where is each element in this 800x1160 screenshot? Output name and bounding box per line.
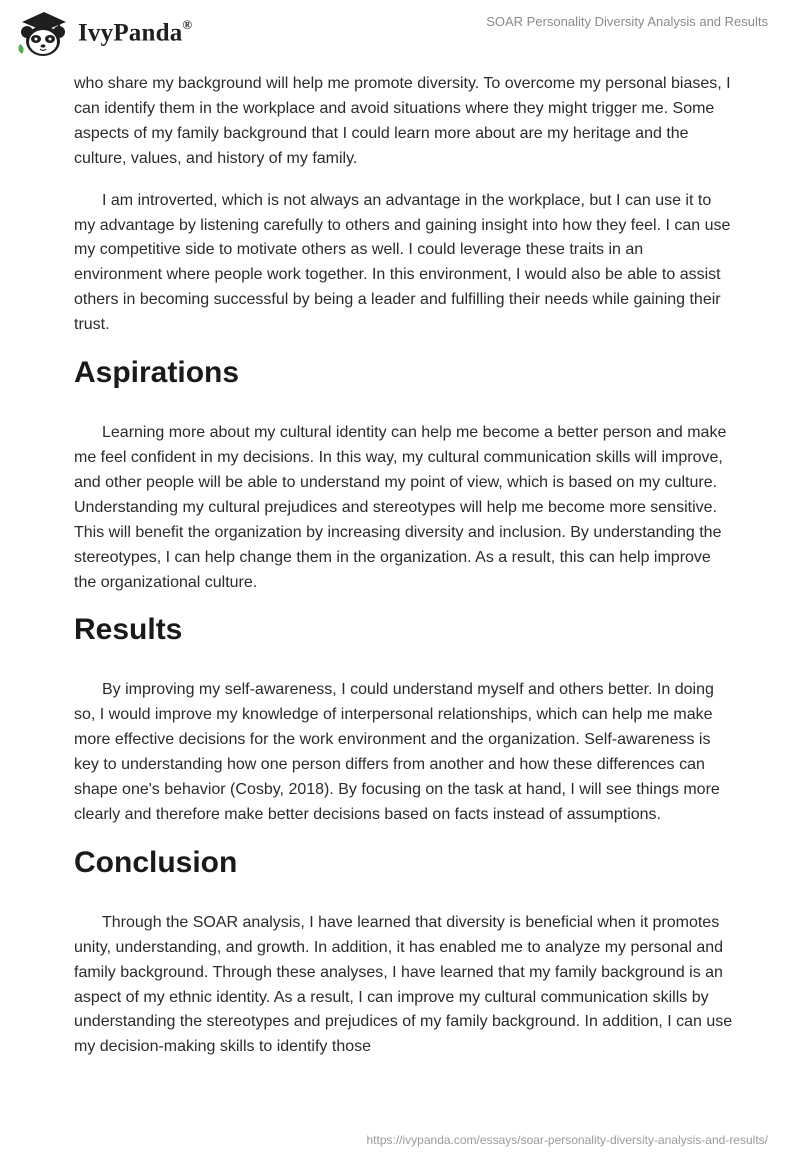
paragraph: I am introverted, which is not always an advantage in the workplace, but I can use it to my advantage by listening carefully to others and gaining insight into how they feel. I can use my competitive side to motivate others as well. I could leverage these traits in an environment where people work together. In this environment, I would also be able to assist others in becoming successful by being a leader and fulfilling their needs while gaining their trust. [74, 191, 731, 334]
ivypanda-logo[interactable] [14, 8, 192, 58]
section-heading-conclusion: Conclusion [74, 845, 238, 879]
paragraph: Learning more about my cultural identity can help me become a better person and make me feel confident in my decisions. In this way, my cultural communication skills will improve, and other people will be able to understand my point of view, which is based on my culture. Understanding my cultural prejudices and stereotypes will help me become more sensitive. This will benefit the organization by increasing diversity and inclusion. By understanding the stereotypes, I can help change them in the organization. As a result, this can help improve the organizational culture. [74, 424, 727, 591]
source-url[interactable]: https://ivypanda.com/essays/soar-personality-diversity-analysis-and-results/ [366, 1133, 768, 1147]
panda-graduate-icon [14, 8, 72, 58]
paragraph: Through the SOAR analysis, I have learned that diversity is beneficial when it promotes unity, understanding, and growth. In addition, it has enabled me to analyze my personal and family background. Through these analyses, I have learned that my family background is an aspect of my ethnic identity. As a result, I can improve my cultural communication skills by understanding the stereotypes and prejudices of my family background. In addition, I can use my decision-making skills to identify those [74, 913, 733, 1056]
section-heading-aspirations: Aspirations [74, 356, 240, 390]
paragraph: who share my background will help me promote diversity. To overcome my personal biases, I can identify them in the workplace and avoid situations where they might trigger me. Some aspects of my family background that I could learn more about are my heritage and the culture, values, and history of my family. [74, 75, 731, 167]
essay-body [74, 72, 734, 1077]
page-header [0, 0, 800, 66]
paragraph: By improving my self-awareness, I could understand myself and others better. In doing so, I would improve my knowledge of interpersonal relationships, which can help me make more effective decisions for the work environment and the organization. Self-awareness is key to understanding how one person differs from another and how these differences can shape one's behavior (Cosby, 2018). By focusing on the task at hand, I will see things more clearly and therefore make better decisions based on facts instead of assumptions. [74, 681, 720, 823]
document-title: SOAR Personality Diversity Analysis and Results [486, 14, 768, 29]
section-heading-results: Results [74, 613, 183, 647]
brand-name: IvyPanda® [78, 16, 193, 47]
